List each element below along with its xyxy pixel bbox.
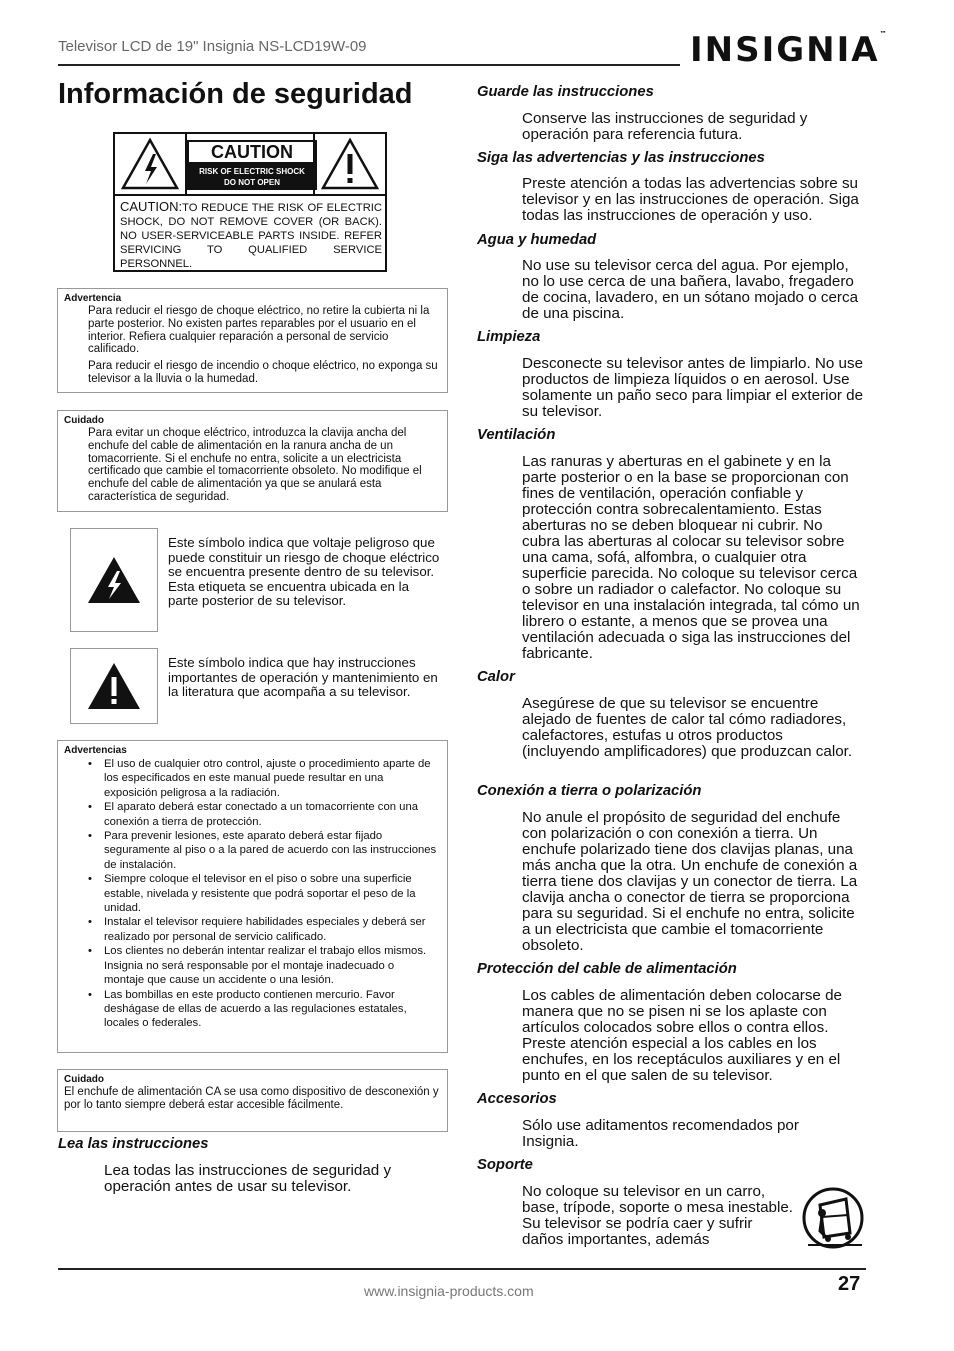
section-heading: Soporte	[477, 1157, 533, 1173]
list-item: • El uso de cualquier otro control, ajuste o procedimiento aparte de los especificados en este manual puede resultar en una exposición peligrosa a la radiación.	[104, 757, 439, 800]
list-item: • Para prevenir lesiones, este aparato deberá estar fijado seguramente al piso o a la pared de acuerdo con las instrucciones de instalación.	[104, 829, 439, 872]
section-heading: Guarde las instrucciones	[477, 84, 654, 100]
section-heading: Protección del cable de alimentación	[477, 961, 737, 977]
caution-body	[120, 200, 382, 271]
section-text: Asegúrese de que su televisor se encuentre alejado de fuentes de calor tal cómo radiadores, calefactores, estufas u otros productos (incluyendo amplificadores) que produzcan calor.	[522, 695, 853, 760]
cart-warning-icon	[802, 1187, 864, 1249]
exclamation-triangle-icon	[315, 134, 385, 194]
page-title: Información de seguridad	[58, 78, 413, 110]
logo-tm: ™	[879, 30, 887, 38]
note-label: Cuidado	[64, 415, 104, 426]
note-paragraph: Para reducir el riesgo de choque eléctrico, no retire la cubierta ni la parte posterior. No existen partes reparables por el usuario en el interior. Refiera cualquier reparación a personal de servicio calificado.	[88, 305, 430, 356]
footer-rule	[58, 1268, 866, 1270]
section-heading: Limpieza	[477, 329, 541, 345]
list-item: • Las bombillas en este producto contienen mercurio. Favor deshágase de ellas de acuerdo a las regulaciones estatales, locales o federales.	[104, 988, 439, 1031]
header-rule	[58, 64, 680, 66]
section-text: Sólo use aditamentos recomendados por Insignia.	[522, 1117, 799, 1150]
lightning-triangle-icon	[115, 134, 185, 194]
section-text: Las ranuras y aberturas en el gabinete y en la parte posterior o en la base se proporcionan con fines de ventilación, operación confiable y protección contra sobrecalentamiento. Estas aberturas no se deben bloquear ni cubrir. No cubra las aberturas al colocar su televisor sobre una cama, sofá, alfombra, o cualquier otra superficie parecida. No coloque su televisor cerca o sobre un radiador o calefactor. No coloque su televisor en una instalación integrada, tal cómo un librero o estante, a menos que se provea una ventilación adecuada o siga las instrucciones del fabricante.	[522, 453, 860, 662]
instructions-symbol-text: Este símbolo indica que hay instrucciones importantes de operación y mantenimiento en la literatura que acompaña a su televisor.	[168, 655, 438, 700]
note-label: Cuidado	[64, 1074, 104, 1085]
section-text: No use su televisor cerca del agua. Por ejemplo, no lo use cerca de una bañera, lavabo, fregadero de cocina, lavadero, en un sótano mojado o cerca de una piscina.	[522, 257, 859, 322]
warnings-list	[64, 757, 439, 1031]
list-item: • El aparato deberá estar conectado a un tomacorriente con una conexión a tierra de protección.	[104, 800, 439, 829]
section-heading: Calor	[477, 669, 515, 685]
insignia-logo	[690, 30, 887, 70]
document-title: Televisor LCD de 19" Insignia NS-LCD19W-09	[58, 38, 367, 55]
voltage-symbol-text: Este símbolo indica que voltaje peligroso que puede constituir un riesgo de choque eléctrico se encuentra presente dentro de su televisor. Esta etiqueta se encuentra ubicada en la parte posterior de su televisor.	[168, 535, 440, 609]
note-label: Advertencias	[64, 745, 127, 756]
section-text: Lea todas las instrucciones de seguridad y operación antes de usar su televisor.	[104, 1162, 392, 1195]
note-paragraph: Para evitar un choque eléctrico, introduzca la clavija ancha del enchufe del cable de alimentación en la ranura ancha de un tomacorriente. Si el enchufe no entra, solicite a un electricista certificado que cambie el tomacorriente obsoleto. No modifique el enchufe del cable de alimentación ya que se anulará esta característica de seguridad.	[88, 427, 422, 503]
section-text: Preste atención a todas las advertencias sobre su televisor y en las instrucciones de operación. Siga todas las instrucciones de operación y uso.	[522, 175, 859, 224]
section-heading: Conexión a tierra o polarización	[477, 783, 702, 799]
section-heading: Agua y humedad	[477, 232, 597, 248]
caution-label	[113, 132, 387, 272]
list-item: • Siempre coloque el televisor en el piso o sobre una superficie estable, nivelada y resistente que podrá soportar el peso de la unidad.	[104, 872, 439, 915]
caution-exclamation-cell	[313, 134, 385, 194]
section-text: Los cables de alimentación deben colocarse de manera que no se pisen ni se los aplaste con artículos colocados sobre ellos o contra ellos. Preste atención especial a los cables en los enchufes, en los receptáculos auxiliares y en el punto en el que salen de su televisor.	[522, 987, 842, 1084]
note-label: Advertencia	[64, 293, 122, 304]
caution-risk-text	[187, 164, 317, 190]
section-text: No coloque su televisor en un carro, base, trípode, soporte o mesa inestable. Su televisor se podría caer y sufrir daños importantes, además	[522, 1183, 794, 1248]
caution-lead: CAUTION:	[120, 199, 183, 214]
cuidado-note	[57, 410, 448, 512]
risk-line-1: RISK OF ELECTRIC SHOCK	[199, 167, 305, 176]
voltage-symbol-box	[70, 528, 158, 632]
section-heading: Ventilación	[477, 427, 556, 443]
caution-word: CAUTION	[187, 140, 317, 164]
note-paragraph: El enchufe de alimentación CA se usa como dispositivo de desconexión y por lo tanto siempre deberá estar accesible fácilmente.	[64, 1086, 439, 1111]
caution-body-text: TO REDUCE THE RISK OF ELECTRIC SHOCK, DO NOT REMOVE COVER (OR BACK). NO USER-SERVICEABLE PARTS INSIDE. REFER SERVICING TO QUALIFIED SERVICE PERSONNEL.	[120, 202, 382, 270]
list-item: • Instalar el televisor requiere habilidades especiales y deberá ser realizado por personal de servicio calificado.	[104, 915, 439, 944]
caution-symbol-row	[115, 134, 385, 196]
exclamation-triangle-icon	[86, 661, 142, 711]
section-text: Desconecte su televisor antes de limpiarlo. No use productos de limpieza líquidos o en aerosol. Use solamente un paño seco para limpiar el exterior de su televisor.	[522, 355, 864, 420]
lightning-triangle-icon	[86, 555, 142, 605]
logo-text: INSIGNIA	[690, 30, 880, 70]
section-text: No anule el propósito de seguridad del enchufe con polarización o con conexión a tierra. Un enchufe polarizado tiene dos clavijas planas, una más ancha que la otra. Un enchufe de conexión a tierra tiene dos clavijas y un conector de tierra. La clavija ancha o conector de tierra se proporciona para su seguridad. Si el enchufe no entra, solicite a un electricista que cambie el tomacorriente obsoleto.	[522, 809, 858, 954]
caution-bolt-cell	[115, 134, 187, 194]
advertencias-note	[57, 740, 448, 1053]
cuidado-note-2	[57, 1069, 448, 1132]
advertencia-note	[57, 288, 448, 393]
section-heading: Siga las advertencias y las instrucciones	[477, 150, 765, 166]
caution-center	[187, 140, 317, 188]
section-text: Conserve las instrucciones de seguridad y operación para referencia futura.	[522, 110, 808, 143]
list-item: • Los clientes no deberán intentar realizar el trabajo ellos mismos. Insignia no será responsable por el montaje inadecuado o montaje que cause un accidente o una lesión.	[104, 944, 439, 987]
page-number: 27	[838, 1273, 861, 1295]
risk-line-2: DO NOT OPEN	[223, 178, 280, 187]
note-paragraph: Para reducir el riesgo de incendio o choque eléctrico, no exponga su televisor a la lluvia o la humedad.	[88, 360, 438, 385]
footer-url: www.insignia-products.com	[364, 1283, 534, 1299]
section-heading: Accesorios	[477, 1091, 557, 1107]
section-heading: Lea las instrucciones	[58, 1136, 209, 1152]
instructions-symbol-box	[70, 648, 158, 724]
